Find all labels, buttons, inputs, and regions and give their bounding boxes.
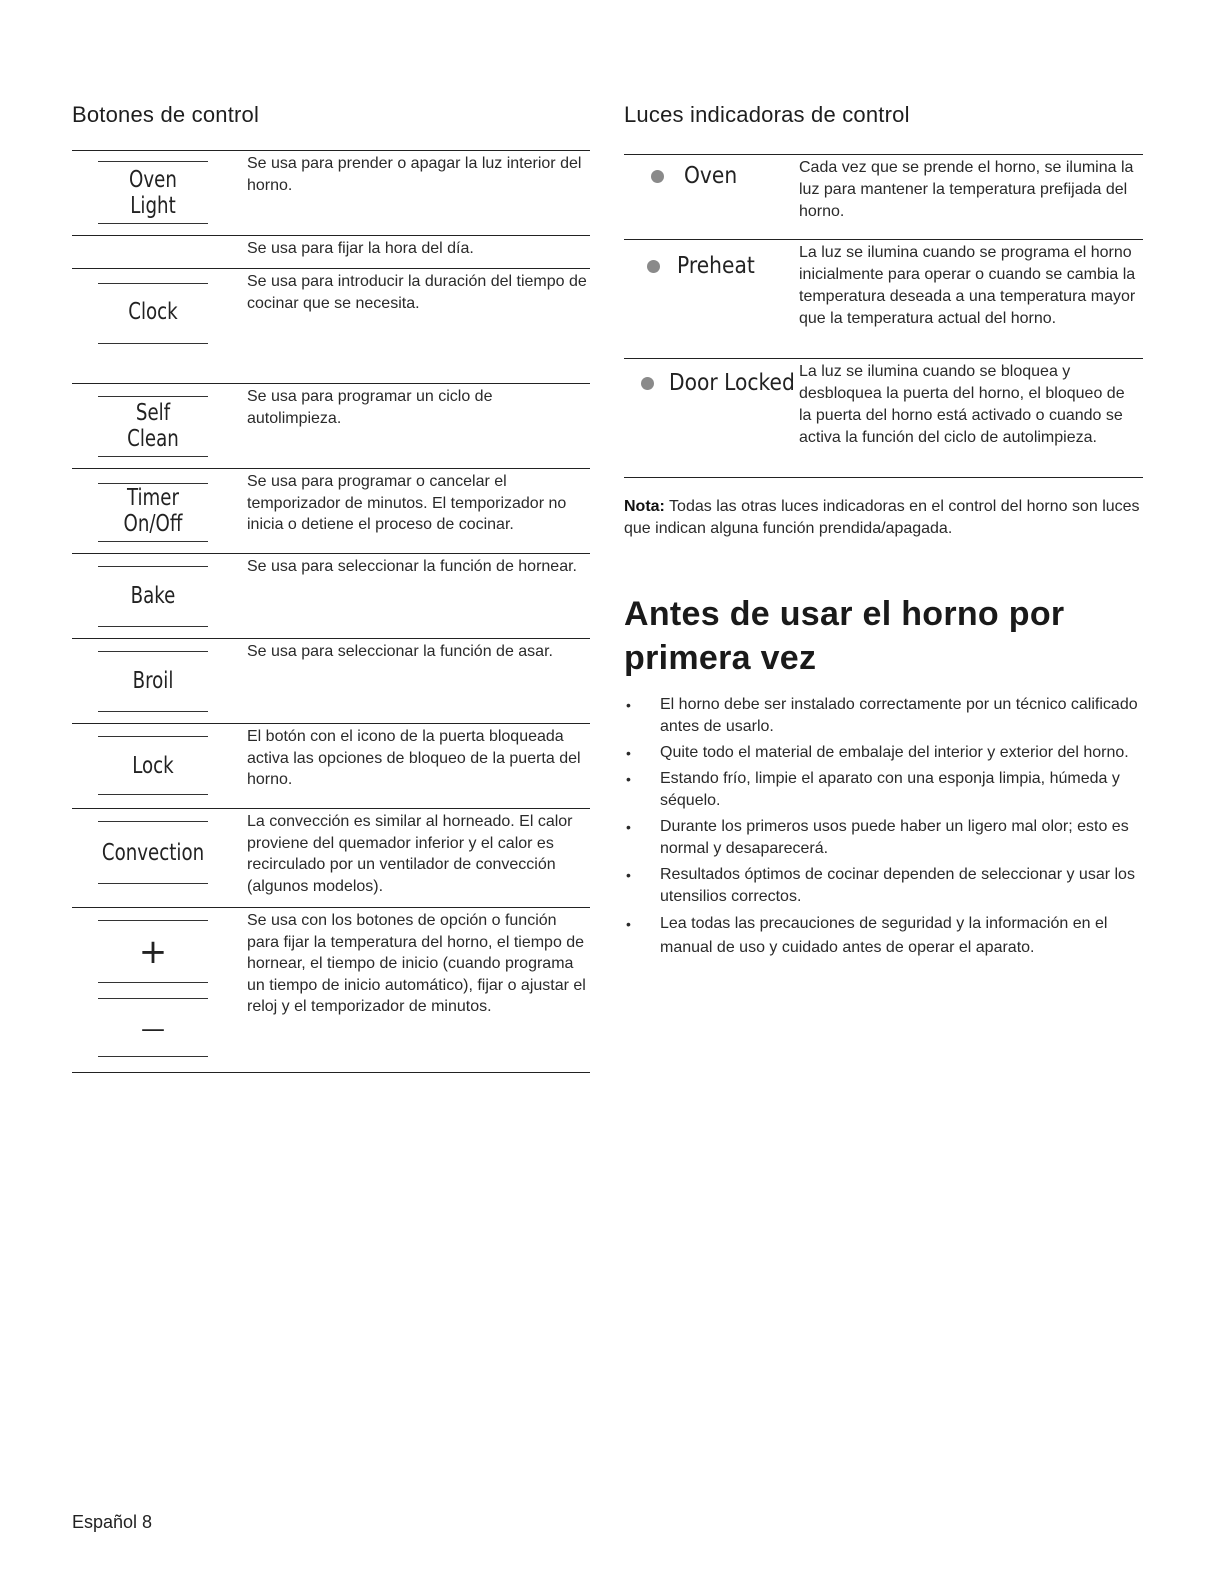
button-label-oven-light: Oven Light <box>129 167 177 219</box>
indicator-dot-icon <box>647 260 660 273</box>
button-label-bake: Bake <box>130 583 176 609</box>
bullet-list <box>624 694 1144 964</box>
divider <box>98 456 208 457</box>
list-item: • Lea todas las precauciones de seguridad y la información en el manual de uso y cuidado antes de operar el aparato. <box>624 912 1144 960</box>
row-description: Se usa para seleccionar la función de hornear. <box>247 558 577 575</box>
bullet-icon: • <box>626 771 631 787</box>
button-label-convection: Convection <box>101 840 205 866</box>
indicator-dot-icon <box>651 170 664 183</box>
divider <box>98 541 208 542</box>
divider <box>98 711 208 712</box>
indicator-description: Cada vez que se prende el horno, se ilumina la luz para mantener la temperatura prefijada del horno. <box>799 159 1134 220</box>
button-label-timer: Timer On/Off <box>123 485 183 537</box>
table-row <box>72 724 590 809</box>
bullet-icon: • <box>626 916 631 932</box>
table-row <box>72 151 590 236</box>
row-description: Se usa para seleccionar la función de asar. <box>247 643 553 660</box>
button-label-clock: Clock <box>128 299 178 325</box>
table-row <box>624 240 1143 359</box>
divider <box>98 982 208 983</box>
table-row <box>72 269 590 384</box>
bullet-icon: • <box>626 867 631 883</box>
divider <box>98 821 208 822</box>
buttons-heading: Botones de control <box>72 102 260 127</box>
divider <box>98 883 208 884</box>
indicator-description: La luz se ilumina cuando se bloquea y desbloquea la puerta del horno, el bloqueo de la puerta del horno está activado o cuando se activa la función del ciclo de autolimpieza. <box>799 363 1125 446</box>
indicator-label-oven: Oven <box>684 163 738 189</box>
note-label: Nota: <box>624 498 665 515</box>
table-row <box>72 554 590 639</box>
table-row <box>72 809 590 908</box>
table-row <box>624 155 1143 240</box>
list-item: • Resultados óptimos de cocinar dependen de seleccionar y usar los utensilios correctos. <box>626 866 1135 905</box>
list-item: • Quite todo el material de embalaje del interior y exterior del horno. <box>624 742 1144 764</box>
divider <box>98 794 208 795</box>
row-description: Se usa para programar o cancelar el temporizador de minutos. El temporizador no inicia o detiene el proceso de cocinar. <box>247 473 567 533</box>
indicator-label-preheat: Preheat <box>677 253 755 279</box>
indicator-description: La luz se ilumina cuando se programa el horno inicialmente para operar o cuando se cambia la temperatura deseada a una temperatura mayor que la temperatura actual del horno. <box>799 244 1136 327</box>
bullet-icon: • <box>626 745 631 761</box>
page-footer: Español 8 <box>72 1512 153 1532</box>
divider <box>98 998 208 999</box>
table-row <box>624 359 1143 478</box>
plus-icon: + <box>138 932 168 972</box>
section-title: Antes de usar el horno por primera vez <box>624 595 1065 677</box>
list-item: • El horno debe ser instalado correctamente por un técnico calificado antes de usarlo. <box>626 696 1138 735</box>
divider <box>98 343 208 344</box>
divider <box>98 651 208 652</box>
divider <box>98 396 208 397</box>
button-label-broil: Broil <box>132 668 174 694</box>
divider <box>98 161 208 162</box>
button-label-self-clean: Self Clean <box>127 400 179 452</box>
table-row <box>72 236 590 269</box>
divider <box>98 626 208 627</box>
divider <box>98 736 208 737</box>
divider <box>98 1056 208 1057</box>
table-row <box>72 384 590 469</box>
divider <box>98 920 208 921</box>
bullet-icon: • <box>626 697 631 713</box>
table-row <box>72 639 590 724</box>
indicator-dot-icon <box>641 377 654 390</box>
indicator-label-door-locked: Door Locked <box>669 370 795 396</box>
list-item: • Durante los primeros usos puede haber un ligero mal olor; esto es normal y desaparecerá. <box>626 818 1129 857</box>
divider <box>98 283 208 284</box>
row-description: Se usa para prender o apagar la luz interior del horno. <box>247 155 582 194</box>
row-description: El botón con el icono de la puerta bloqueada activa las opciones de bloqueo de la puerta del horno. <box>247 728 581 788</box>
divider <box>98 483 208 484</box>
divider <box>98 566 208 567</box>
minus-icon: — <box>141 1015 165 1043</box>
row-description: Se usa para fijar la hora del día. <box>247 240 474 257</box>
indicator-lights-table <box>624 154 1143 478</box>
table-row <box>72 469 590 554</box>
indicators-heading: Luces indicadoras de control <box>624 102 910 127</box>
bullet-icon: • <box>626 819 631 835</box>
control-buttons-table <box>72 150 590 1073</box>
note-text: Todas las otras luces indicadoras en el control del horno son luces que indican alguna función prendida/apagada. <box>624 498 1140 537</box>
row-description: Se usa para programar un ciclo de autolimpieza. <box>247 388 493 427</box>
row-description: La convección es similar al horneado. El calor proviene del quemador inferior y el calor es recirculado por un ventilador de convección (algunos modelos). <box>247 813 573 895</box>
button-label-lock: Lock <box>132 753 174 779</box>
row-description: Se usa para introducir la duración del tiempo de cocinar que se necesita. <box>247 273 587 312</box>
row-description: Se usa con los botones de opción o función para fijar la temperatura del horno, el tiempo de hornear, el tiempo de inicio (cuando programa un tiempo de inicio automático), fijar o ajustar el reloj y el temporizador de minutos. <box>247 912 586 1015</box>
note-paragraph <box>624 496 1144 540</box>
list-item: • Estando frío, limpie el aparato con una esponja limpia, húmeda y séquelo. <box>626 770 1120 809</box>
divider <box>98 223 208 224</box>
table-row <box>72 908 590 1073</box>
